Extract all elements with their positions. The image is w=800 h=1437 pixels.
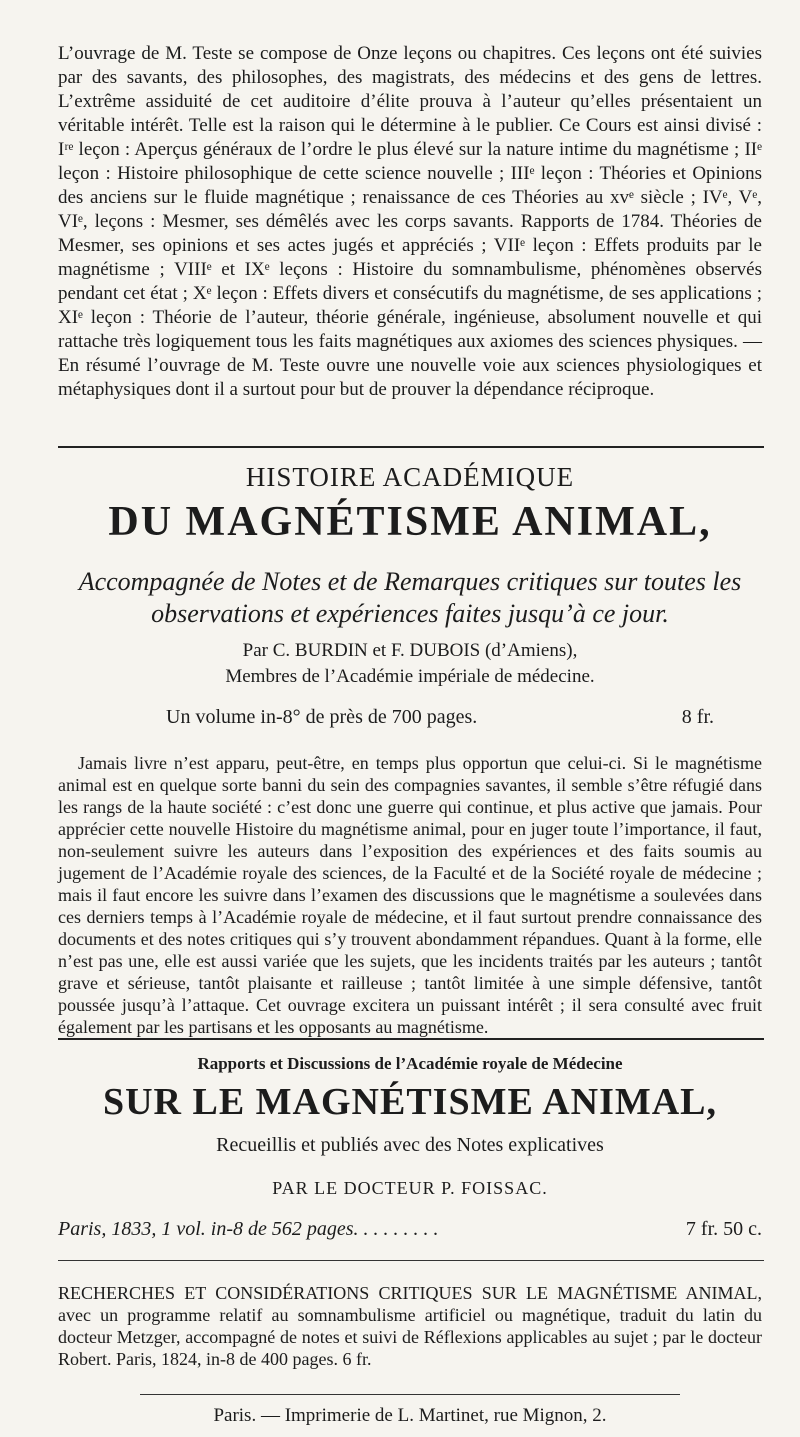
book2-heading: Rapports et Discussions de l’Académie royale de Médecine — [197, 1054, 623, 1073]
book2-author: PAR LE DOCTEUR P. FOISSAC. — [272, 1178, 548, 1198]
divider-1 — [58, 446, 764, 448]
book1-affiliation: Membres de l’Académie impériale de médecine. — [225, 666, 595, 687]
book2-imprint-line — [58, 1218, 762, 1241]
book1-authors: Par C. BURDIN et F. DUBOIS (d’Amiens), — [242, 640, 578, 661]
book1-review — [58, 752, 762, 1038]
book2-title: SUR LE MAGNÉTISME ANIMAL, — [102, 1081, 718, 1123]
teste-description-text: L’ouvrage de M. Teste se compose de Onze leçons ou chapitres. Ces leçons ont été suivies par des savants, des philosophes, des magistrats, des médecins et des gens de lettres. L’extrême assiduité de cet auditoire d’élite prouva à l’auteur qu’elles présentaient un véritable intérêt. Telle est la raison qui le détermine à le publier. Ce Cours est ainsi divisé : Iʳᵉ leçon : Aperçus généraux de l’ordre le plus élevé sur la nature intime du magnétisme ; IIᵉ leçon : Histoire philosophique de cette science nouvelle ; IIIᵉ leçon : Théories et Opinions des anciens sur le fluide magnétique ; renaissance de ces Théories au xvᵉ siècle ; IVᵉ, Vᵉ, VIᵉ, leçons : Mesmer, ses démêlés avec les corps savants. Rapports de 1784. Théories de Mesmer, ses opinions et ses actes jugés et appréciés ; VIIᵉ leçon : Effets produits par le magnétisme ; VIIIᵉ et IXᵉ leçons : Histoire du somnambulisme, phénomènes observés pendant cet état ; Xᵉ leçon : Effets divers et consécutifs du magnétisme, de ses applications ; XIᵉ leçon : Théorie de l’auteur, théorie générale, ingénieuse, absolument nouvelle et qui rattache très logiquement tous les faits magnétiques aux axiomes des sciences physiques. — En résumé l’ouvrage de M. Teste ouvre une nouvelle voie aux sciences physiologiques et métaphysiques dont il a surtout pour but de prouver la dépendance réciproque. — [58, 43, 762, 400]
book1-title-line2: DU MAGNÉTISME ANIMAL, — [108, 499, 712, 545]
teste-description — [58, 42, 762, 402]
book1-review-text: Jamais livre n’est apparu, peut-être, en temps plus opportun que celui-ci. Si le magnétisme animal est en quelque sorte banni du sein des compagnies savantes, il semble s’être réfugié dans les rangs de la haute société : c’est donc une guerre qui continue, et plus active que jamais. Pour apprécier cette nouvelle Histoire du magnétisme animal, pour en juger toute l’importance, il faut, non-seulement suivre les auteurs dans l’exposition des expériences et des faits soumis au jugement de l’Académie royale des sciences, de la Faculté et de la Société royale de médecine ; mais il faut encore les suivre dans l’examen des discussions que le magnétisme a soulevées dans ces derniers temps à l’Académie royale de médecine, et il faut surtout prendre connaissance des documents et des notes critiques qui s’y trouvent abondamment répandues. Quant à la forme, elle n’est pas une, elle est aussi variée que les sujets, que les incidents traités par les auteurs ; tantôt grave et sérieuse, tantôt plaisante et railleuse ; tantôt limitée à une simple défensive, tantôt poussée jusqu’à l’attaque. Cet ouvrage excitera un puissant intérêt ; il sera consulté avec fruit également par les partisans et les opposants au magnétisme. — [58, 753, 762, 1037]
book1-volume: Un volume in-8° de près de 700 pages. — [166, 706, 478, 728]
book2-subtitle: Recueillis et publiés avec des Notes explicatives — [216, 1134, 604, 1156]
book1-subtitle: Accompagnée de Notes et de Remarques critiques sur toutes les observations et expériences faites jusqu’à ce jour. — [78, 567, 742, 628]
book3-text: RECHERCHES ET CONSIDÉRATIONS CRITIQUES SUR LE MAGNÉTISME ANIMAL, avec un programme relatif au somnambulisme artificiel ou magnétique, traduit du latin du docteur Metzger, accompagné de notes et suivi de Réflexions applicables au sujet ; par le docteur Robert. Paris, 1824, in-8 de 400 pages. 6 fr. — [58, 1283, 762, 1369]
divider-3 — [58, 1260, 764, 1261]
book1-volume-line — [58, 706, 762, 729]
divider-4 — [140, 1394, 680, 1395]
divider-2 — [58, 1038, 764, 1040]
printer-line: Paris. — Imprimerie de L. Martinet, rue Mignon, 2. — [213, 1405, 607, 1426]
book1-price: 8 fr. — [681, 706, 714, 728]
book2-price: 7 fr. 50 c. — [685, 1218, 762, 1240]
book1-title-line1: HISTOIRE ACADÉMIQUE — [245, 462, 575, 492]
book2-imprint: Paris, 1833, 1 vol. in-8 de 562 pages. . . . . . . . . — [58, 1218, 439, 1240]
book3-entry — [58, 1282, 762, 1370]
